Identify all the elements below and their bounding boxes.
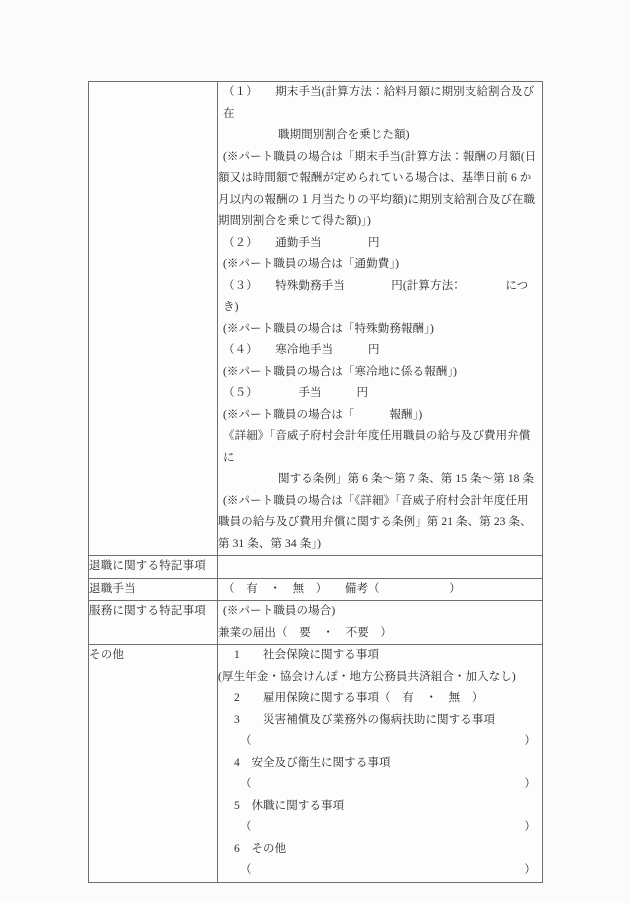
row-content: [218, 578, 543, 601]
content-line: （５） 手当 円: [223, 387, 369, 399]
content-line: (※パート職員の場合は「 報酬」): [223, 408, 423, 421]
blank-entry-line[interactable]: [218, 860, 542, 882]
content-line: (※パート職員の場合は「特殊勤務報酬」): [223, 322, 434, 335]
paren-close: ）: [524, 821, 536, 833]
content-line: 3 災害補償及び業務外の傷病扶助に関する事項: [234, 713, 496, 726]
content-line: 職期間別割合を乗じた額): [278, 129, 410, 141]
blank-entry-line[interactable]: [218, 731, 542, 753]
content-line: 1 社会保険に関する事項: [234, 649, 380, 661]
table-row: [89, 82, 543, 556]
content-line: 月以内の報酬の１月当たりの平均額)に期別支給割合及び在職: [218, 193, 536, 206]
paren-open: （: [240, 821, 252, 833]
content-line: 関する条例」第 6 条～第 7 条、第 15 条～第 18 条: [278, 473, 535, 485]
row-content: [218, 82, 543, 556]
content-line: （４） 寒冷地手当 円: [223, 344, 380, 356]
content-line: (※パート職員の場合): [223, 605, 336, 617]
paren-close: ）: [524, 864, 536, 876]
table-row: [89, 645, 543, 883]
content-line: (※パート職員の場合は「《詳細》「音威子府村会計年度任用: [223, 494, 529, 507]
paren-open: （: [240, 735, 252, 747]
content-line: (※パート職員の場合は「期末手当(計算方法：報酬の月額(日: [223, 150, 537, 163]
table-body: [89, 82, 543, 883]
paren-open: （: [240, 778, 252, 790]
content-line: 兼業の届出（ 要 ・ 不要 ）: [218, 626, 392, 639]
table-row: [89, 601, 543, 645]
blank-entry-line[interactable]: [218, 774, 542, 796]
content-line: 額又は時間額で報酬が定められている場合は、基準日前 6 か: [218, 172, 532, 184]
content-line: （ 有 ・ 無 ） 備考（ ）: [223, 582, 461, 595]
content-line: 《詳細》「音威子府村会計年度任用職員の給与及び費用弁償に: [223, 430, 531, 464]
blank-entry-line[interactable]: [218, 817, 542, 839]
content-line: 6 その他: [234, 842, 287, 855]
content-line: （３） 特殊勤務手当 円(計算方法： につき): [223, 279, 529, 313]
content-line: (※パート職員の場合は「通勤費」): [223, 258, 400, 270]
empty-content-line[interactable]: [218, 556, 542, 578]
paren-close: ）: [524, 778, 536, 790]
paren-close: ）: [524, 735, 536, 747]
content-line: (厚生年金・協会けんぽ・地方公務員共済組合・加入なし): [218, 670, 516, 683]
row-content: [218, 556, 543, 579]
content-line: （１） 期末手当(計算方法：給料月額に期別支給割合及び在: [223, 86, 535, 120]
content-line: 4 安全及び衛生に関する事項: [234, 756, 391, 769]
row-label: その他: [89, 645, 218, 883]
table-row: [89, 578, 543, 601]
content-line: 第 31 条、第 34 条」): [218, 537, 322, 550]
table-row: [89, 556, 543, 579]
content-line: 期間別割合を乗じて得た額)」): [218, 215, 371, 227]
content-line: （２） 通勤手当 円: [223, 236, 380, 249]
content-line: 2 雇用保険に関する事項（ 有 ・ 無 ）: [234, 692, 484, 704]
row-content: [218, 645, 543, 883]
content-line: 5 休職に関する事項: [234, 799, 345, 812]
row-label: 服務に関する特記事項: [89, 601, 218, 645]
row-content: [218, 601, 543, 645]
row-label: 退職に関する特記事項: [89, 556, 218, 579]
conditions-table: [88, 81, 543, 883]
paren-open: （: [240, 864, 252, 876]
row-label: [89, 82, 218, 556]
content-line: 職員の給与及び費用弁償に関する条例」第 21 条、第 23 条、: [218, 516, 532, 528]
row-label: 退職手当: [89, 578, 218, 601]
content-line: (※パート職員の場合は「寒冷地に係る報酬」): [223, 365, 458, 378]
